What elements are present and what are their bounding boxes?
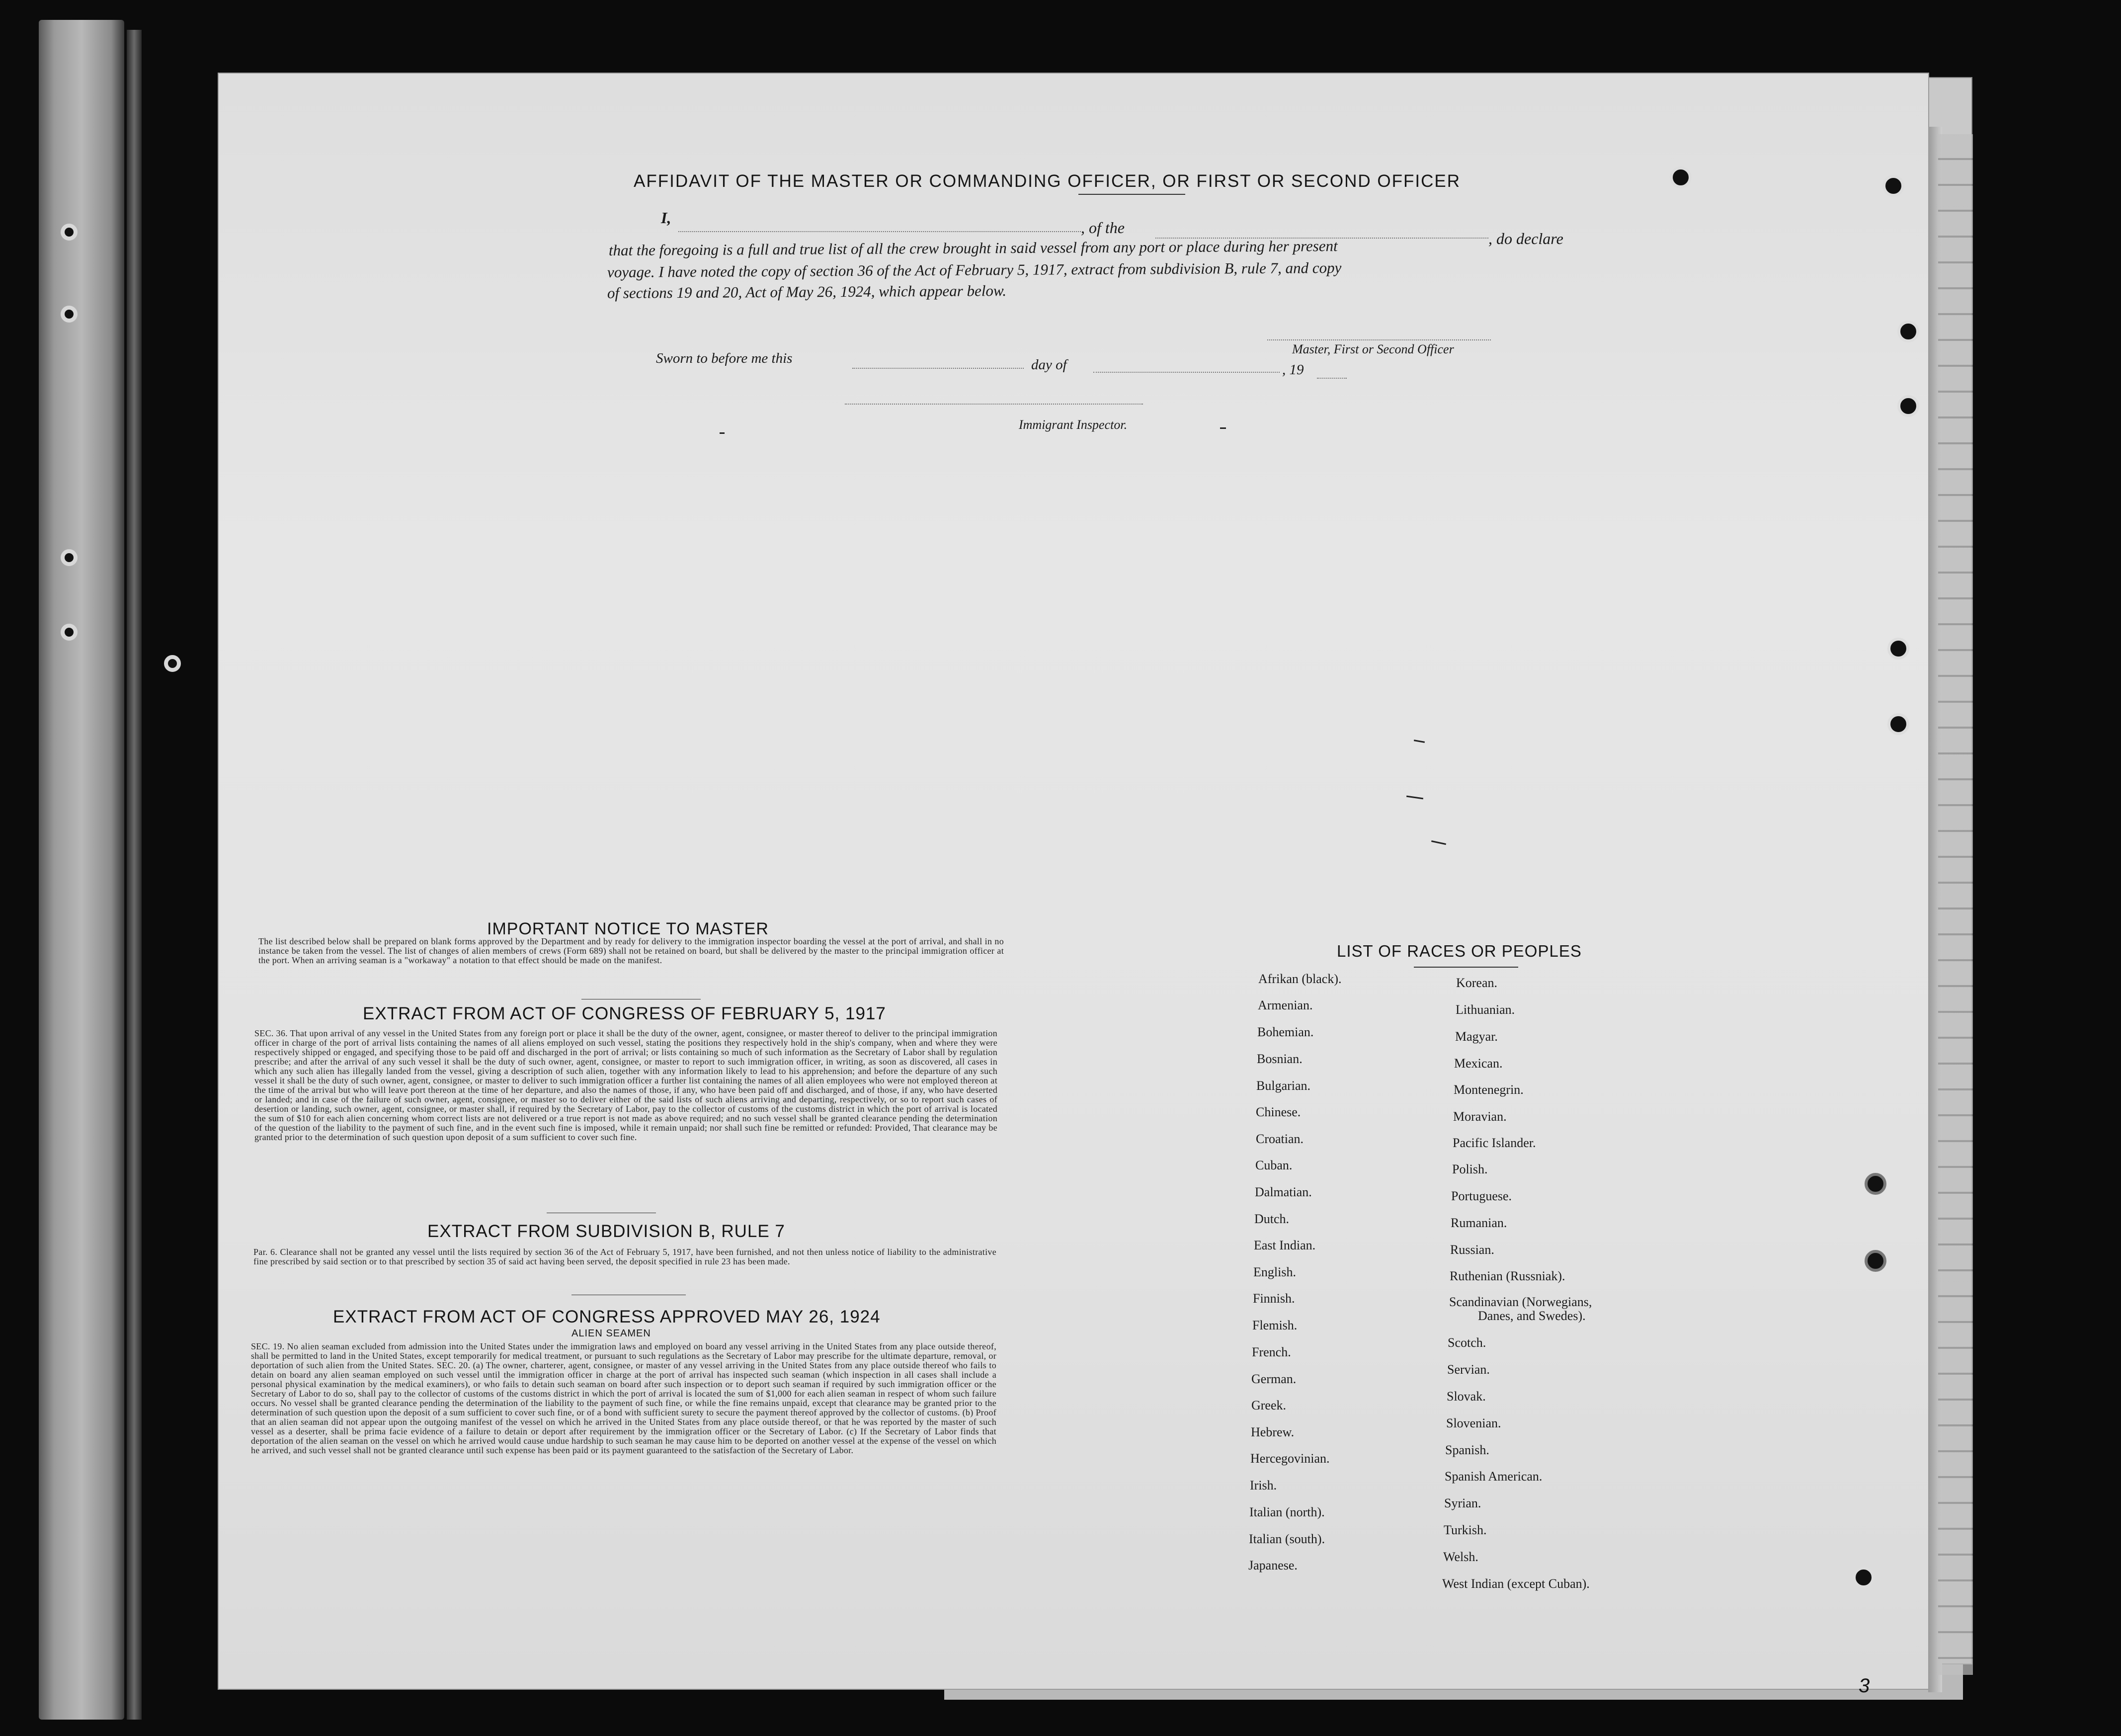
binder-hole [61, 549, 78, 566]
affidavit-line-3: voyage. I have noted the copy of section 36 of the Act of February 5, 1917, extract from subdivision B, rule 7, and copy [607, 258, 1342, 281]
year-label: , 19 [1282, 362, 1304, 378]
race-item: Ruthenian (Russniak). [1450, 1269, 1565, 1283]
affidavit-i: I, [661, 209, 671, 227]
race-item: Bosnian. [1257, 1052, 1303, 1066]
extract-1924-title: EXTRACT FROM ACT OF CONGRESS APPROVED MAY 26, 1924 [333, 1307, 881, 1326]
race-item: Turkish. [1444, 1523, 1487, 1537]
race-item: Servian. [1447, 1362, 1490, 1377]
extract-1917-text: SEC. 36. That upon arrival of any vessel in the United States from any foreign port or place it shall be the duty of the owner, agent, consignee, or master thereof to deliver to the principal immigration officer in charge of the port of arrival lists containing the names of all aliens employed on such vessel, stating the positions they respectively hold in the ship's company, when and where they were respectively shipped or engaged, and specifying those to be paid off and discharged in the port of arrival; or lists containing so much of such information as the Secretary of Labor shall by regulation prescribe; and after the arrival of any such vessel it shall be the duty of such owner, agent, consignee, or master to report to such immigration officer, in writing, as soon as discovered, all cases in which any such alien has illegally landed from the vessel, giving a description of such alien, together with any information likely to lead to his apprehension; and before the departure of any such vessel it shall be the duty of such owner, agent, consignee, or master to deliver to such immigration officer a further list containing the names of all alien employees who were not employed thereon at the time of the arrival but who will leave port thereon at the time of her departure, and also the names of those, if any, who have been paid off and discharged, and of those, if any, who have deserted or landed; and in case of the failure of such owner, agent, consignee, or master so to deliver either of the said lists of such aliens arriving and departing, respectively, or so to report such cases of desertion or landing, such owner, agent, consignee, or master shall, if required by the Secretary of Labor, pay to the collector of customs of the customs district in which the port of arrival is located the sum of $10 for each alien concerning whom correct lists are not delivered or a true report is not made as above required; and no such vessel shall be granted clearance pending the determination of the question of the liability to the payment of such fine, and in the event such fine is imposed, while it remain unpaid; nor shall such fine be remitted or refunded: Provided, That clearance may be granted prior to the determination of such question upon deposit of a sum sufficient to cover such fine. [254, 1028, 997, 1142]
stray-mark [720, 432, 725, 434]
race-item: West Indian (except Cuban). [1442, 1576, 1590, 1591]
punch-hole [1897, 395, 1919, 417]
affidavit-heading: AFFIDAVIT OF THE MASTER OR COMMANDING OFFICER, OR FIRST OR SECOND OFFICER [634, 171, 1461, 191]
binder-strip [39, 20, 124, 1720]
race-item: Hebrew. [1251, 1425, 1295, 1439]
race-item: Polish. [1452, 1162, 1488, 1176]
race-item: English. [1253, 1265, 1296, 1279]
day-of-label: day of [1031, 357, 1067, 373]
extract-rule7-text: Par. 6. Clearance shall not be granted any vessel until the lists required by section 36 of the Act of February 5, 1917, have been furnished, and not then unless notice of liability to the administrative fine prescribed by said section or to that prescribed by section 35 of said act having been served, the deposit specified in rule 23 has been made. [253, 1247, 996, 1266]
race-item: Japanese. [1248, 1558, 1298, 1572]
race-item: East Indian. [1254, 1238, 1316, 1252]
race-item: Russian. [1450, 1242, 1494, 1257]
race-item: Croatian. [1256, 1132, 1304, 1146]
sworn-month-field[interactable] [1093, 372, 1280, 373]
affidavit-line-4: of sections 19 and 20, Act of May 26, 1924, which appear below. [607, 282, 1007, 302]
race-item: Finnish. [1253, 1291, 1295, 1306]
heading-rule [1078, 194, 1185, 195]
race-item: Italian (south). [1249, 1532, 1325, 1546]
race-item: Italian (north). [1249, 1505, 1325, 1519]
race-item: Rumanian. [1451, 1216, 1507, 1230]
sheet-edge-grid [1938, 134, 1973, 1675]
race-item: Scotch. [1448, 1335, 1486, 1350]
stray-mark [1220, 427, 1226, 429]
punch-hole [1887, 638, 1909, 660]
inspector-signature-field[interactable] [845, 404, 1143, 405]
binder-hole [61, 624, 78, 641]
race-item: Montenegrin. [1454, 1082, 1524, 1097]
race-item: Slovenian. [1446, 1416, 1501, 1430]
race-item: Hercegovinian. [1250, 1451, 1330, 1466]
corner-number: 3 [1859, 1675, 1871, 1697]
race-item: Flemish. [1252, 1318, 1298, 1332]
race-item: Spanish. [1445, 1443, 1489, 1457]
sworn-year-field[interactable] [1317, 378, 1347, 379]
punch-hole [1882, 175, 1904, 197]
race-item: Danes, and Swedes). [1478, 1309, 1586, 1323]
binder-hole [164, 655, 181, 672]
punch-hole [1865, 1173, 1886, 1195]
binder-hole [61, 224, 78, 241]
race-item: Pacific Islander. [1453, 1136, 1536, 1150]
race-item: Moravian. [1453, 1109, 1507, 1124]
races-title: LIST OF RACES OR PEOPLES [1337, 942, 1582, 960]
punch-hole [1887, 713, 1909, 735]
punch-hole [1670, 166, 1692, 188]
race-item: Welsh. [1443, 1550, 1478, 1564]
race-item: Chinese. [1256, 1105, 1301, 1119]
race-item: Greek. [1251, 1398, 1287, 1412]
race-item: Dalmatian. [1255, 1185, 1312, 1199]
notice-title: IMPORTANT NOTICE TO MASTER [487, 919, 769, 938]
sworn-label: Sworn to before me this [656, 350, 793, 366]
race-item: Syrian. [1444, 1496, 1481, 1510]
master-signature-label: Master, First or Second Officer [1292, 342, 1454, 356]
race-item: Cuban. [1255, 1158, 1293, 1172]
extract-1924-subtitle: ALIEN SEAMEN [571, 1328, 651, 1339]
races-title-rule [1414, 967, 1518, 968]
notice-text: The list described below shall be prepared on blank forms approved by the Department and by ready for delivery to the immigration inspector boarding the vessel at the port of arrival, and shall in no instance be taken from the vessel. The list of changes of alien members of crews (Form 689) shall not be retained on board, but shall be delivered by the master to the principal immigration officer at the port. When an arriving seaman is a "workaway" a notation to that effect should be made on the manifest. [258, 936, 1004, 965]
race-item: Mexican. [1454, 1056, 1503, 1071]
race-item: Bohemian. [1257, 1025, 1314, 1039]
inspector-label: Immigrant Inspector. [1019, 417, 1128, 432]
race-item: French. [1252, 1345, 1291, 1359]
extract-1917-title: EXTRACT FROM ACT OF CONGRESS OF FEBRUARY 5, 1917 [363, 1004, 886, 1023]
race-item: Slovak. [1447, 1389, 1486, 1404]
race-item: Magyar. [1455, 1029, 1498, 1044]
race-item: Bulgarian. [1256, 1078, 1311, 1093]
binder-hole [61, 306, 78, 323]
declarant-name-field[interactable] [678, 231, 1081, 232]
punch-hole [1865, 1250, 1886, 1272]
race-item: Afrikan (black). [1258, 972, 1342, 986]
affidavit-declare: , do declare [1488, 230, 1563, 248]
extract-rule7-title: EXTRACT FROM SUBDIVISION B, RULE 7 [427, 1222, 785, 1241]
extract-1924-text: SEC. 19. No alien seaman excluded from admission into the United States under the immigration laws and employed on board any vessel arriving in the United States from any place outside thereof, shall be permitted to land in the United States, except temporarily for medical treatment, or pursuant to such regulations as the Secretary of Labor may prescribe for the ultimate departure, removal, or deportation of such alien from the United States. SEC. 20. (a) The owner, charterer, agent, consignee, or master of any vessel arriving in the United States from any place outside thereof who fails to detain on board any alien seaman employed on such vessel until the immigration officer in charge at the port of arrival has inspected such seaman (which inspection in all cases shall include a personal physical examination by the medical examiners), or who fails to detain such seaman on board after such inspection or to deport such seaman if required by such immigration officer or the Secretary of Labor to do so, shall pay to the collector of customs of the customs district in which the port of arrival is located the sum of $1,000 for each alien seaman in respect of whom such failure occurs. No vessel shall be granted clearance pending the determination of the liability to the payment of such fine, or while the fine remains unpaid, except that clearance may be granted prior to the determination of such question upon the deposit of a sum sufficient to cover such fine, or of a bond with sufficient surety to secure the payment thereof approved by the collector of customs. (b) Proof that an alien seaman did not appear upon the outgoing manifest of the vessel on which he arrived in the United States from any place outside thereof, or that he was reported by the master of such vessel as a deserter, shall be prima facie evidence of a failure to detain or deport after requirement by the immigration officer or the Secretary of Labor. (c) If the Secretary of Labor finds that deportation of the alien seaman on the vessel on which he arrived would cause undue hardship to such seaman he may cause him to be deported on another vessel at the expense of the vessel on which he arrived, and such vessel shall not be granted clearance until such expense has been paid or its payment guaranteed to the satisfaction of the Secretary of Labor. [251, 1341, 996, 1455]
race-item: Irish. [1250, 1478, 1277, 1492]
race-item: Scandinavian (Norwegians, [1449, 1295, 1592, 1309]
race-item: Korean. [1456, 976, 1498, 990]
race-item: Dutch. [1254, 1212, 1290, 1226]
race-item: Portuguese. [1451, 1189, 1512, 1203]
binder-edge [127, 30, 142, 1720]
race-item: Spanish American. [1445, 1469, 1543, 1484]
punch-hole [1853, 1567, 1875, 1588]
affidavit-of-the: , of the [1081, 219, 1125, 237]
sworn-day-field[interactable] [852, 368, 1024, 369]
affidavit-line-2: that the foregoing is a full and true list of all the crew brought in said vessel from any port or place during her present [608, 237, 1338, 259]
punch-hole [1897, 321, 1919, 342]
master-signature-field[interactable] [1267, 339, 1491, 340]
race-item: Armenian. [1258, 998, 1313, 1012]
race-item: Lithuanian. [1456, 1002, 1515, 1017]
race-item: German. [1251, 1372, 1297, 1386]
